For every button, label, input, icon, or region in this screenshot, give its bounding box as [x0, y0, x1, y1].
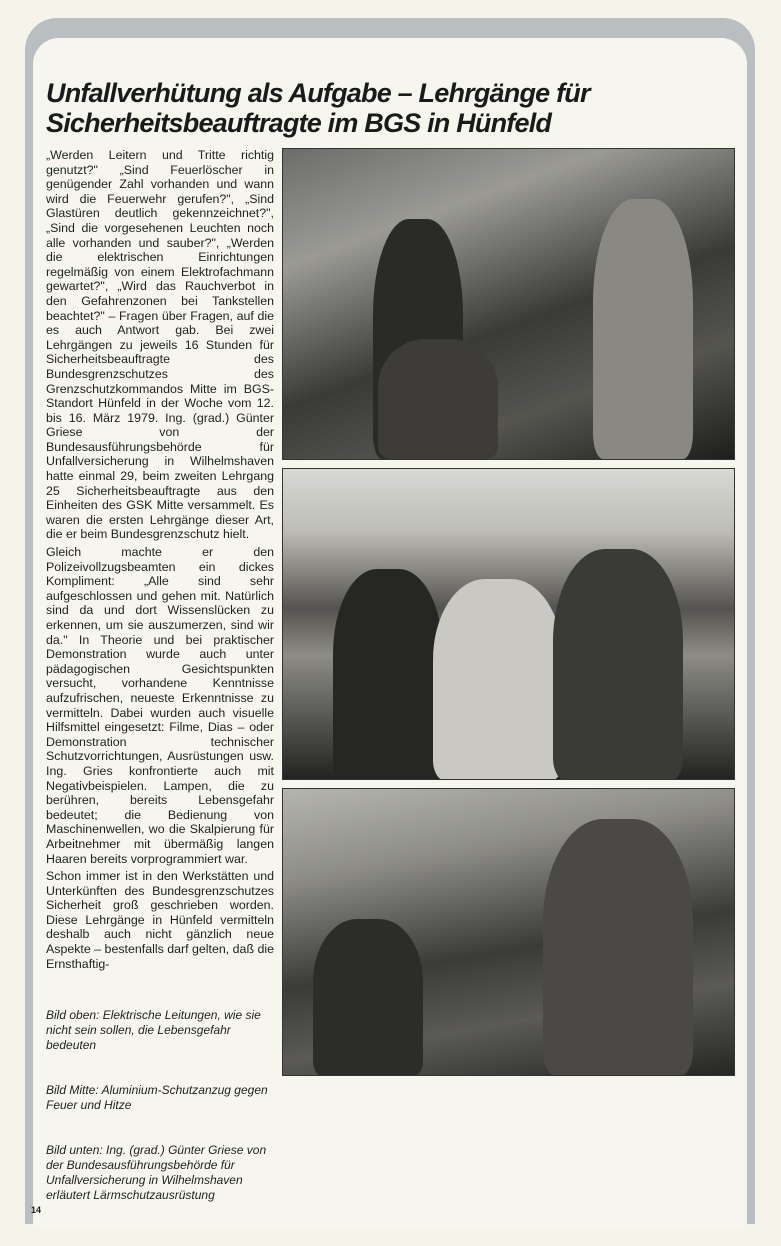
text-column [31, 148, 274, 1216]
photo-top-electrical-demo [282, 148, 735, 460]
body-paragraph: Schon immer ist in den Werkstätten und Unterkünften des Bundesgrenzschutzes Sicherheit groß geschrieben worden. Diese Lehrgänge in Hünfeld vermitteln deshalb auch nicht gänzlich neue Aspekte – bestenfalls darf gelten, daß die Ernsthaftig- [46, 869, 274, 971]
article-headline: Unfallverhütung als Aufgabe – Lehrgänge für Sicherheitsbeauftragte im BGS in Hünfeld [46, 78, 590, 138]
body-paragraph: Gleich machte er den Polizeivollzugsbeamten ein dickes Kompliment: „Alle sind sehr aufgeschlossen und gehen mit. Natürlich sind da und dort Wissenslücken zu erkennen, um sie auszumerzen, sind wir da." In Theorie und bei praktischer Demonstration wurde auch unter pädagogischen Gesichtspunkten versucht, vorhandene Kenntnisse aufzufrischen, neueste Erkenntnisse zu vermitteln. Dabei wurden auch visuelle Hilfsmittel eingesetzt: Filme, Dias – oder Demonstration technischer Schutzvorrichtungen, Ausrüstungen usw. Ing. Gries konfrontierte auch mit Negativbeispielen. Lampen, die zu berühren, bereits Lebensgefahr bedeutet; die Bedienung von Maschinenwellen, wo die Skalpierung für Arbeitnehmer mit übermäßig langen Haaren bereits vorprogrammiert war. [46, 545, 274, 866]
photo-captions [46, 1008, 274, 1203]
body-paragraph: „Werden Leitern und Tritte richtig genutzt?" „Sind Feuerlöscher in genügender Zahl vorhanden und wann wird die Feuerwehr gerufen?", „Sind Glastüren deutlich gekennzeichnet?", „Sind die vorgesehenen Leuchten noch alle vorhanden und sauber?", „Werden die elektrischen Einrichtungen regelmäßig von einem Elektrofachmann gewartet?", „Wird das Rauchverbot in den Gefahrenzonen bei Tankstellen beachtet?" – Fragen über Fragen, auf die es auch Antwort gab. Bei zwei Lehrgängen zu jeweils 16 Stunden für Sicherheitsbeauftragte des Bundesgrenzschutzes des Grenzschutzkommandos Mitte im BGS-Standort Hünfeld in der Woche vom 12. bis 16. März 1979. Ing. (grad.) Günter Griese von der Bundesausführungsbehörde für Unfallversicherung in Wilhelmshaven hatte einmal 29, beim zweiten Lehrgang 25 Sicherheitsbeauftragte aus den Einheiten des GSK Mitte versammelt. Es waren die ersten Lehrgänge dieser Art, die er beim Bundesgrenzschutz hielt. [46, 148, 274, 542]
caption-top: Bild oben: Elektrische Leitungen, wie sie nicht sein sollen, die Lebensgefahr bedeuten [46, 1008, 261, 1053]
article-body [46, 148, 274, 974]
photo-column [282, 148, 735, 1084]
article-columns [31, 148, 735, 1216]
caption-bottom: Bild unten: Ing. (grad.) Günter Griese von der Bundesausführungsbehörde für Unfallversicherung in Wilhelmshaven erläutert Lärmschutzausrüstung [46, 1143, 267, 1203]
page-number: 14 [31, 1205, 42, 1216]
caption-middle: Bild Mitte: Aluminium-Schutzanzug gegen Feuer und Hitze [46, 1083, 268, 1113]
photo-bottom-noise-protection [282, 788, 735, 1076]
article [31, 0, 735, 1246]
photo-middle-protective-suit [282, 468, 735, 780]
